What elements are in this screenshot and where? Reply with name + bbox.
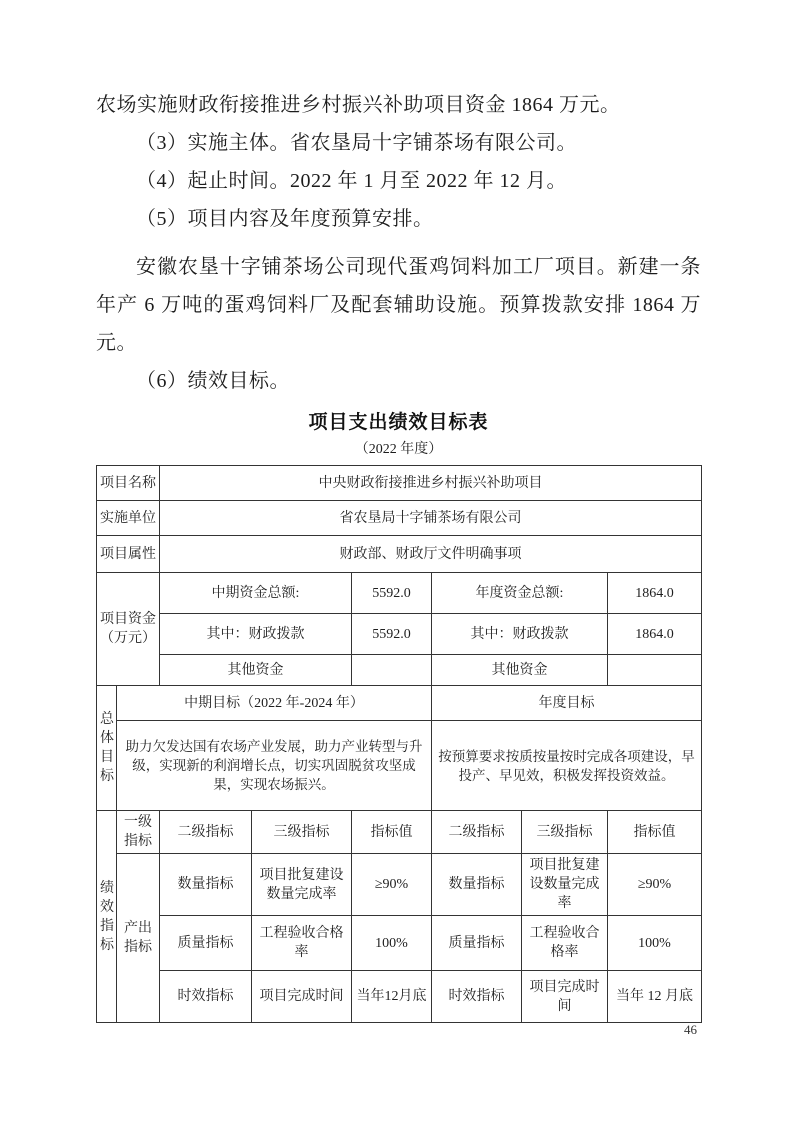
timeliness-indicator-value-annual: 当年 12 月底 — [608, 971, 702, 1023]
timeliness-indicator-label: 时效指标 — [160, 971, 252, 1023]
timeliness-indicator-value: 当年12月底 — [352, 971, 432, 1023]
annual-fiscal-value: 1864.0 — [608, 614, 702, 655]
quantity-indicator-label-annual: 数量指标 — [432, 854, 522, 916]
project-funds-label: 项目资金（万元） — [97, 573, 160, 686]
midterm-total-value: 5592.0 — [352, 573, 432, 614]
indicator-value-header: 指标值 — [352, 811, 432, 854]
level2-indicator-header-annual: 二级指标 — [432, 811, 522, 854]
midterm-other-value — [352, 655, 432, 686]
annual-total-label: 年度资金总额: — [432, 573, 608, 614]
quality-indicator-label: 质量指标 — [160, 916, 252, 971]
table-row — [97, 655, 702, 686]
implementing-unit-value: 省农垦局十字铺茶场有限公司 — [160, 501, 702, 536]
midterm-fiscal-value: 5592.0 — [352, 614, 432, 655]
body-paragraph-project-desc: 安徽农垦十字铺茶场公司现代蛋鸡饲料加工厂项目。新建一条年产 6 万吨的蛋鸡饲料厂及配套辅助设施。预算拨款安排 1864 万元。 — [96, 256, 701, 354]
project-name-value: 中央财政衔接推进乡村振兴补助项目 — [160, 466, 702, 501]
table-row — [97, 854, 702, 916]
table-row — [97, 971, 702, 1023]
midterm-other-label: 其他资金 — [160, 655, 352, 686]
page-content — [96, 86, 701, 1023]
timeliness-indicator-name-annual: 项目完成时间 — [522, 971, 608, 1023]
table-subtitle: （2022 年度） — [354, 442, 443, 457]
table-row — [97, 721, 702, 811]
quantity-indicator-label: 数量指标 — [160, 854, 252, 916]
timeliness-indicator-label-annual: 时效指标 — [432, 971, 522, 1023]
performance-indicator-label: 绩效指标 — [97, 811, 117, 1023]
table-row — [97, 501, 702, 536]
quality-indicator-value: 100% — [352, 916, 432, 971]
implementing-unit-label: 实施单位 — [97, 501, 160, 536]
level3-indicator-header-annual: 三级指标 — [522, 811, 608, 854]
body-paragraph-continuation: 农场实施财政衔接推进乡村振兴补助项目资金 1864 万元。 — [96, 94, 621, 116]
level2-indicator-header: 二级指标 — [160, 811, 252, 854]
table-row — [97, 614, 702, 655]
midterm-goal-text: 助力欠发达国有农场产业发展，助力产业转型与升级，实现新的利润增长点，切实巩固脱贫攻坚成果，实现农场振兴。 — [117, 721, 432, 811]
level1-indicator-header: 一级指标 — [117, 811, 160, 854]
table-row — [97, 536, 702, 573]
quality-indicator-value-annual: 100% — [608, 916, 702, 971]
quality-indicator-label-annual: 质量指标 — [432, 916, 522, 971]
body-paragraph-item3: （3）实施主体。省农垦局十字铺茶场有限公司。 — [136, 132, 577, 154]
quality-indicator-name: 工程验收合格率 — [252, 916, 352, 971]
quantity-indicator-value-annual: ≥90% — [608, 854, 702, 916]
midterm-goal-header: 中期目标（2022 年-2024 年） — [117, 686, 432, 721]
annual-other-label: 其他资金 — [432, 655, 608, 686]
performance-target-table — [96, 465, 702, 1023]
body-paragraph-item5: （5）项目内容及年度预算安排。 — [136, 208, 434, 230]
table-row — [97, 686, 702, 721]
body-paragraph-item6: （6）绩效目标。 — [136, 370, 290, 392]
overall-goal-label: 总体目标 — [97, 686, 117, 811]
level3-indicator-header: 三级指标 — [252, 811, 352, 854]
indicator-value-header-annual: 指标值 — [608, 811, 702, 854]
timeliness-indicator-name: 项目完成时间 — [252, 971, 352, 1023]
annual-total-value: 1864.0 — [608, 573, 702, 614]
midterm-total-label: 中期资金总额: — [160, 573, 352, 614]
midterm-fiscal-label: 其中：财政拨款 — [160, 614, 352, 655]
annual-other-value — [608, 655, 702, 686]
annual-goal-text: 按预算要求按质按量按时完成各项建设，早投产、早见效，积极发挥投资效益。 — [432, 721, 702, 811]
table-row — [97, 811, 702, 854]
output-indicator-label: 产出指标 — [117, 854, 160, 1023]
page-number: 46 — [684, 1022, 697, 1037]
quantity-indicator-name-annual: 项目批复建设数量完成率 — [522, 854, 608, 916]
quantity-indicator-name: 项目批复建设数量完成率 — [252, 854, 352, 916]
table-row — [97, 573, 702, 614]
quality-indicator-name-annual: 工程验收合格率 — [522, 916, 608, 971]
table-title: 项目支出绩效目标表 — [308, 412, 489, 433]
project-name-label: 项目名称 — [97, 466, 160, 501]
table-row — [97, 466, 702, 501]
quantity-indicator-value: ≥90% — [352, 854, 432, 916]
project-attribute-value: 财政部、财政厅文件明确事项 — [160, 536, 702, 573]
annual-fiscal-label: 其中：财政拨款 — [432, 614, 608, 655]
body-paragraph-item4: （4）起止时间。2022 年 1 月至 2022 年 12 月。 — [136, 170, 567, 192]
table-row — [97, 916, 702, 971]
project-attribute-label: 项目属性 — [97, 536, 160, 573]
annual-goal-header: 年度目标 — [432, 686, 702, 721]
